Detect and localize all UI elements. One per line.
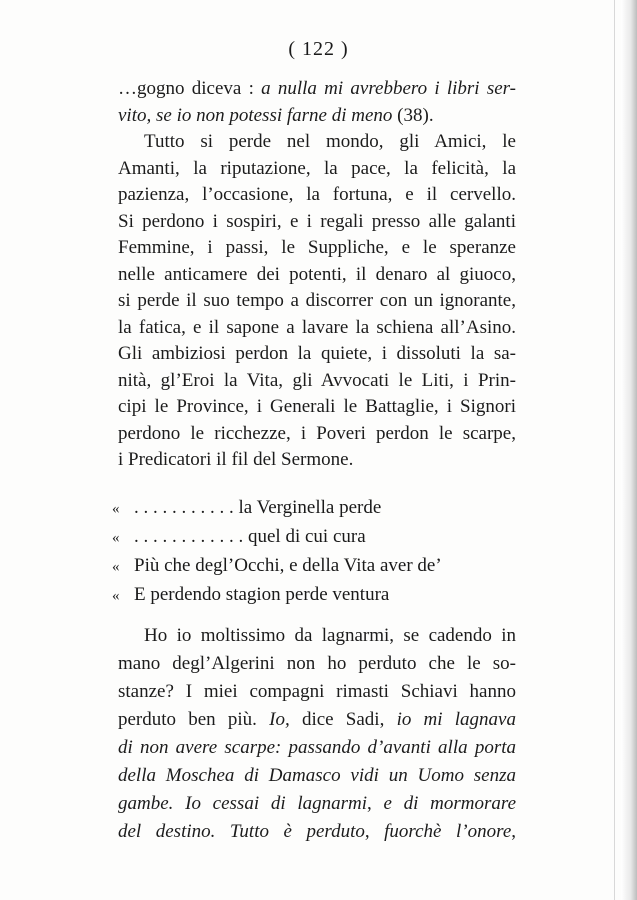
- text-italic: del destino. Tutto è perduto: [118, 821, 365, 842]
- quote-mark: «: [112, 559, 120, 575]
- continuation-text: [118, 76, 516, 129]
- text-line: i Predicatori il fil del Sermone.: [118, 449, 354, 470]
- text-italic: e di mormorare: [383, 793, 517, 814]
- verse-line: [112, 581, 512, 610]
- text-line: di non avere scarpe: passando d’avanti alla porta: [118, 737, 516, 758]
- text-italic: gambe. Io cessai di lagnarmi: [118, 793, 368, 814]
- verse-text: E perdendo stagion perde ventura: [134, 584, 390, 605]
- text-line: Amanti, la riputazione, la pace, la felicità, la: [118, 157, 516, 179]
- text-italic: io mi lagnava: [396, 709, 516, 730]
- text-line: [118, 790, 516, 818]
- text-line: [118, 706, 516, 734]
- text-line: [118, 818, 516, 846]
- verse-line: [112, 552, 512, 581]
- text-line: [118, 76, 516, 103]
- text-line: si perde il suo tempo a discorrer con un ignorante,: [118, 290, 516, 311]
- footnote-ref: (38).: [392, 104, 434, 126]
- verse-text: . . . . . . . . . . . la Verginella perde: [134, 497, 382, 518]
- text-line: la fatica, e il sapone a lavare la schiena all’Asino.: [118, 316, 516, 338]
- text-plain: ,: [364, 821, 385, 842]
- text-plain: perduto ben più.: [118, 709, 270, 730]
- text-plain: dice Sadi,: [289, 709, 397, 730]
- text-line: Si perdono i sospiri, e i regali presso alle galanti: [118, 210, 516, 232]
- page-edge-line: [614, 0, 615, 900]
- page-edge-shadow: [621, 0, 637, 900]
- verse-line: [112, 494, 512, 523]
- text-line: Femmine, i passi, le Suppliche, e le speranze: [118, 237, 516, 258]
- text-line: perdono le ricchezze, i Poveri perdon le scarpe,: [118, 422, 516, 444]
- text-line: [118, 103, 516, 130]
- quote-mark: «: [112, 501, 120, 517]
- text-line: Tutto si perde nel mondo, gli Amici, le: [144, 131, 516, 152]
- verse-quotation: [112, 494, 512, 610]
- text-line: cipi le Province, i Generali le Battaglie, i Signori: [118, 396, 516, 417]
- text-italic: fuorchè l’onore: [384, 821, 512, 842]
- quote-mark: «: [112, 530, 120, 546]
- text-line: della Moschea di Damasco vidi un Uomo senza: [118, 765, 516, 786]
- text-line: Ho io moltissimo da lagnarmi, se cadendo in: [144, 625, 516, 646]
- text-line: nità, gl’Eroi la Vita, gli Avvocati le Liti, i Prin-: [118, 369, 516, 391]
- paragraph-2: [118, 622, 516, 846]
- text-italic: Io,: [269, 709, 290, 730]
- text-italic: vito, se io non potessi farne di meno: [118, 104, 393, 126]
- text-italic: a nulla mi avrebbero i libri ser-: [261, 78, 517, 99]
- text-line: mano degl’Algerini non ho perduto che le so-: [118, 653, 516, 674]
- text-plain: ,: [511, 821, 516, 842]
- text-plain: ,: [367, 793, 384, 814]
- text-plain: …gogno diceva :: [118, 78, 262, 99]
- text-line: pazienza, l’occasione, la fortuna, e il cervello.: [118, 184, 516, 205]
- paragraph-1: [118, 129, 516, 474]
- verse-text: Più che degl’Occhi, e della Vita aver de’: [134, 555, 442, 576]
- verse-text: . . . . . . . . . . . . quel di cui cura: [134, 526, 366, 547]
- text-line: nelle anticamere dei potenti, il denaro al giuoco,: [118, 263, 516, 285]
- verse-line: [112, 523, 512, 552]
- quote-mark: «: [112, 588, 120, 604]
- text-line: Gli ambiziosi perdon la quiete, i dissoluti la sa-: [118, 343, 516, 364]
- text-line: stanze? I miei compagni rimasti Schiavi hanno: [118, 681, 516, 702]
- page-number: ( 122 ): [288, 38, 349, 60]
